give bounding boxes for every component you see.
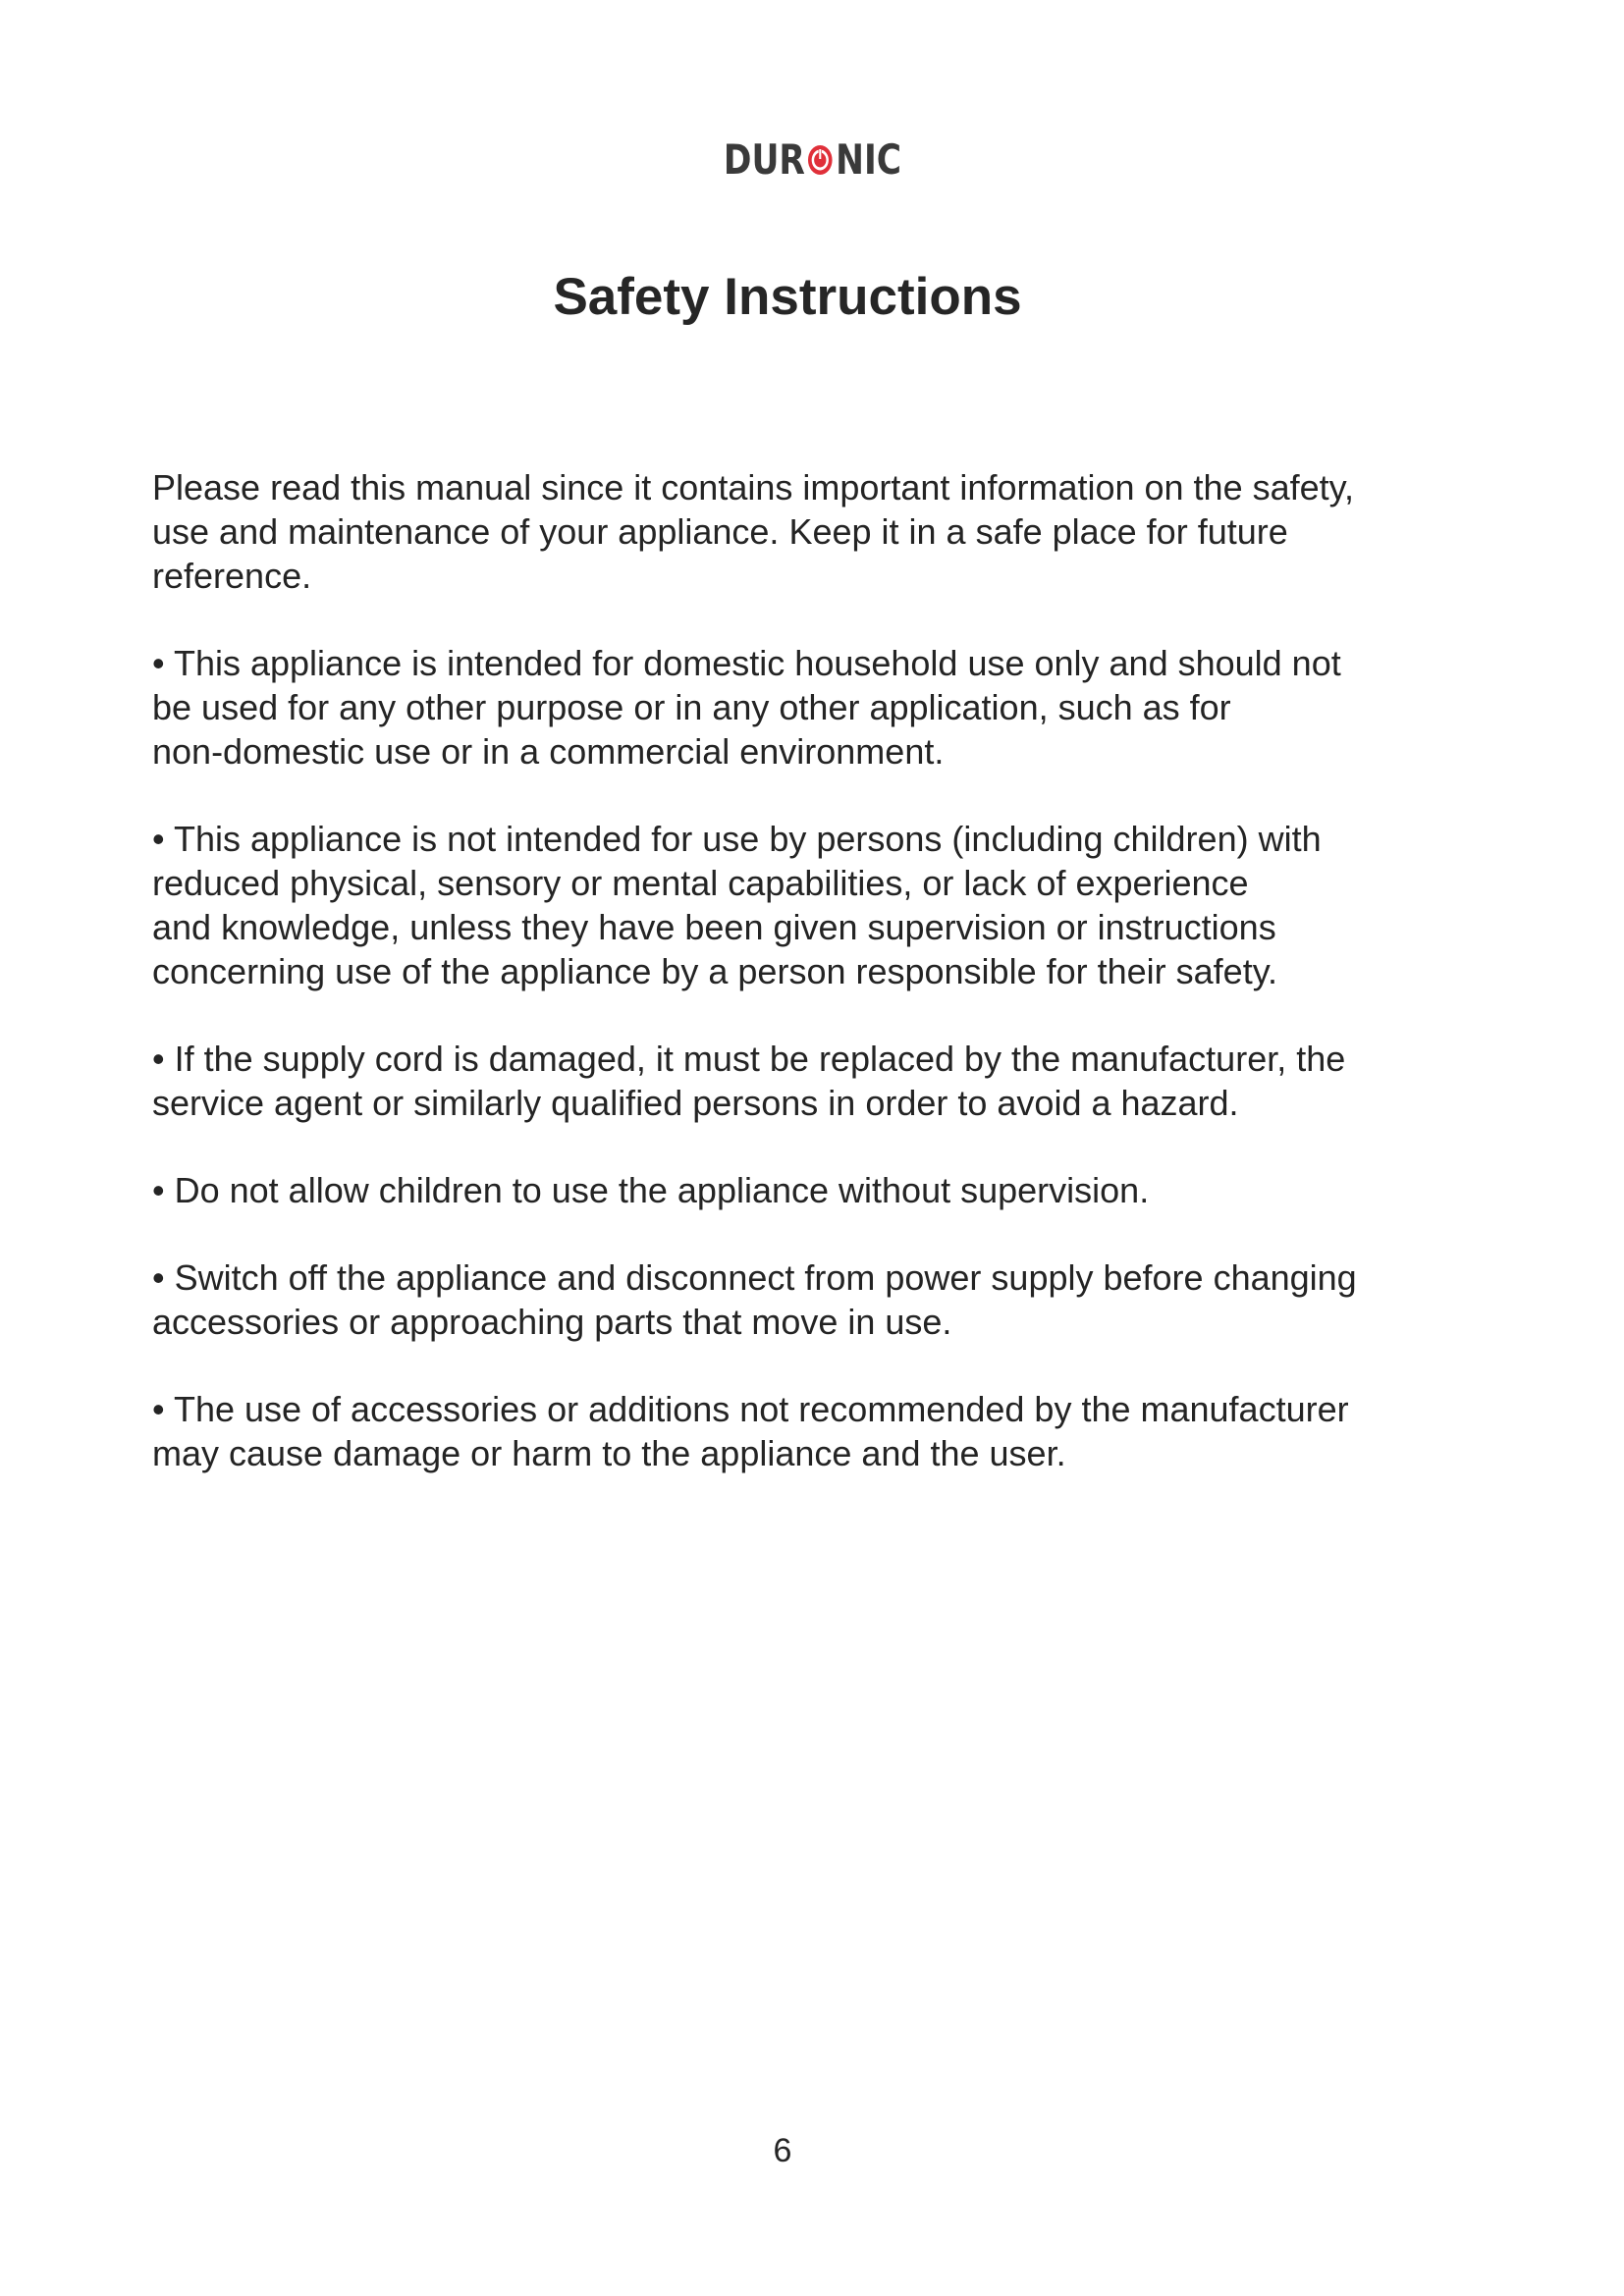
- text-line: • This appliance is not intended for use by persons (including children) with: [152, 819, 1322, 859]
- text-line: be used for any other purpose or in any other application, such as for: [152, 687, 1231, 727]
- text-line: may cause damage or harm to the appliance and the user.: [152, 1433, 1066, 1473]
- brand-text-left: DUR: [723, 135, 805, 184]
- text-line: • The use of accessories or additions not recommended by the manufacturer: [152, 1389, 1349, 1429]
- text-line: • Switch off the appliance and disconnect from power supply before changing: [152, 1257, 1357, 1298]
- text-line: • Do not allow children to use the appliance without supervision.: [152, 1170, 1150, 1210]
- brand-logo: [0, 135, 1624, 184]
- text-line: Please read this manual since it contains important information on the safety,: [152, 467, 1354, 507]
- text-line: service agent or similarly qualified persons in order to avoid a hazard.: [152, 1083, 1239, 1123]
- power-icon: [806, 143, 834, 177]
- text-line: accessories or approaching parts that move in use.: [152, 1302, 952, 1342]
- text-line: and knowledge, unless they have been given supervision or instructions: [152, 907, 1276, 947]
- intro-paragraph: [152, 465, 1429, 598]
- text-line: non-domestic use or in a commercial environment.: [152, 731, 945, 772]
- instruction-children-supervision: [152, 1168, 1429, 1212]
- instruction-supply-cord: [152, 1037, 1429, 1125]
- text-line: reduced physical, sensory or mental capabilities, or lack of experience: [152, 863, 1249, 903]
- instruction-domestic-use: [152, 641, 1429, 774]
- text-line: use and maintenance of your appliance. Keep it in a safe place for future: [152, 511, 1288, 552]
- brand-text-right: NIC: [835, 135, 901, 184]
- instruction-switch-off: [152, 1255, 1429, 1344]
- instruction-persons-capabilities: [152, 817, 1429, 993]
- text-line: • If the supply cord is damaged, it must be replaced by the manufacturer, the: [152, 1039, 1346, 1079]
- safety-instructions-body: [152, 465, 1429, 1519]
- text-line: reference.: [152, 556, 312, 596]
- instruction-accessories: [152, 1387, 1429, 1475]
- page-number: 6: [773, 2132, 792, 2169]
- text-line: • This appliance is intended for domestic household use only and should not: [152, 643, 1341, 683]
- text-line: concerning use of the appliance by a person responsible for their safety.: [152, 951, 1278, 991]
- page-title: Safety Instructions: [553, 268, 1022, 326]
